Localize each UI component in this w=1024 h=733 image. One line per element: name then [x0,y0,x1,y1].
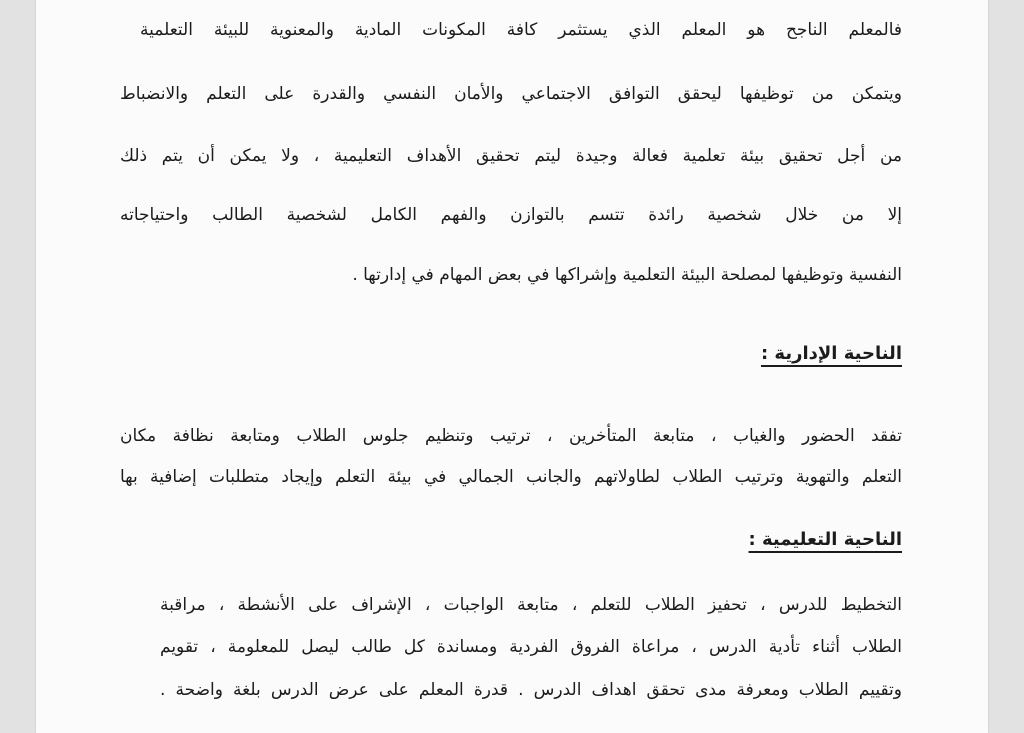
edu-line-2: الطلاب أثناء تأدية الدرس ، مراعاة الفروق الفردية ومساندة كل طالب ليصل للمعلومة ، تقويم [160,637,902,657]
intro-line-2: ويتمكن من توظيفها ليحقق التوافق الاجتماعي والأمان النفسي والقدرة على التعلم والانضباط [120,84,902,104]
edu-line-3: وتقييم الطلاب ومعرفة مدى تحقق اهداف الدرس . قدرة المعلم على عرض الدرس بلغة واضحة . [160,680,902,700]
admin-line-1: تفقد الحضور والغياب ، متابعة المتأخرين ، ترتيب وتنظيم جلوس الطلاب ومتابعة نظافة مكان [120,426,902,446]
edu-heading: الناحية التعليمية : [748,529,902,550]
admin-line-2: التعلم والتهوية وترتيب الطلاب لطاولاتهم والجانب الجمالي في بيئة التعلم وإيجاد متطلبات إضافية بها [120,467,902,487]
intro-line-1: فالمعلم الناجح هو المعلم الذي يستثمر كافة المكونات المادية والمعنوية للبيئة التعلمية [140,20,902,40]
intro-line-5: النفسية وتوظيفها لمصلحة البيئة التعلمية وإشراكها في بعض المهام في إدارتها . [352,265,902,285]
admin-heading: الناحية الإدارية : [760,343,902,364]
right-margin [988,0,1024,733]
edu-line-1: التخطيط للدرس ، تحفيز الطلاب للتعلم ، متابعة الواجبات ، الإشراف على الأنشطة ، مراقبة [160,595,902,615]
document-page [36,0,988,733]
intro-line-4: إلا من خلال شخصية رائدة تتسم بالتوازن والفهم الكامل لشخصية الطالب واحتياجاته [120,205,902,225]
intro-line-3: من أجل تحقيق بيئة تعلمية فعالة وجيدة ليتم تحقيق الأهداف التعليمية ، ولا يمكن أن يتم ذلك [120,146,902,166]
left-margin [0,0,36,733]
